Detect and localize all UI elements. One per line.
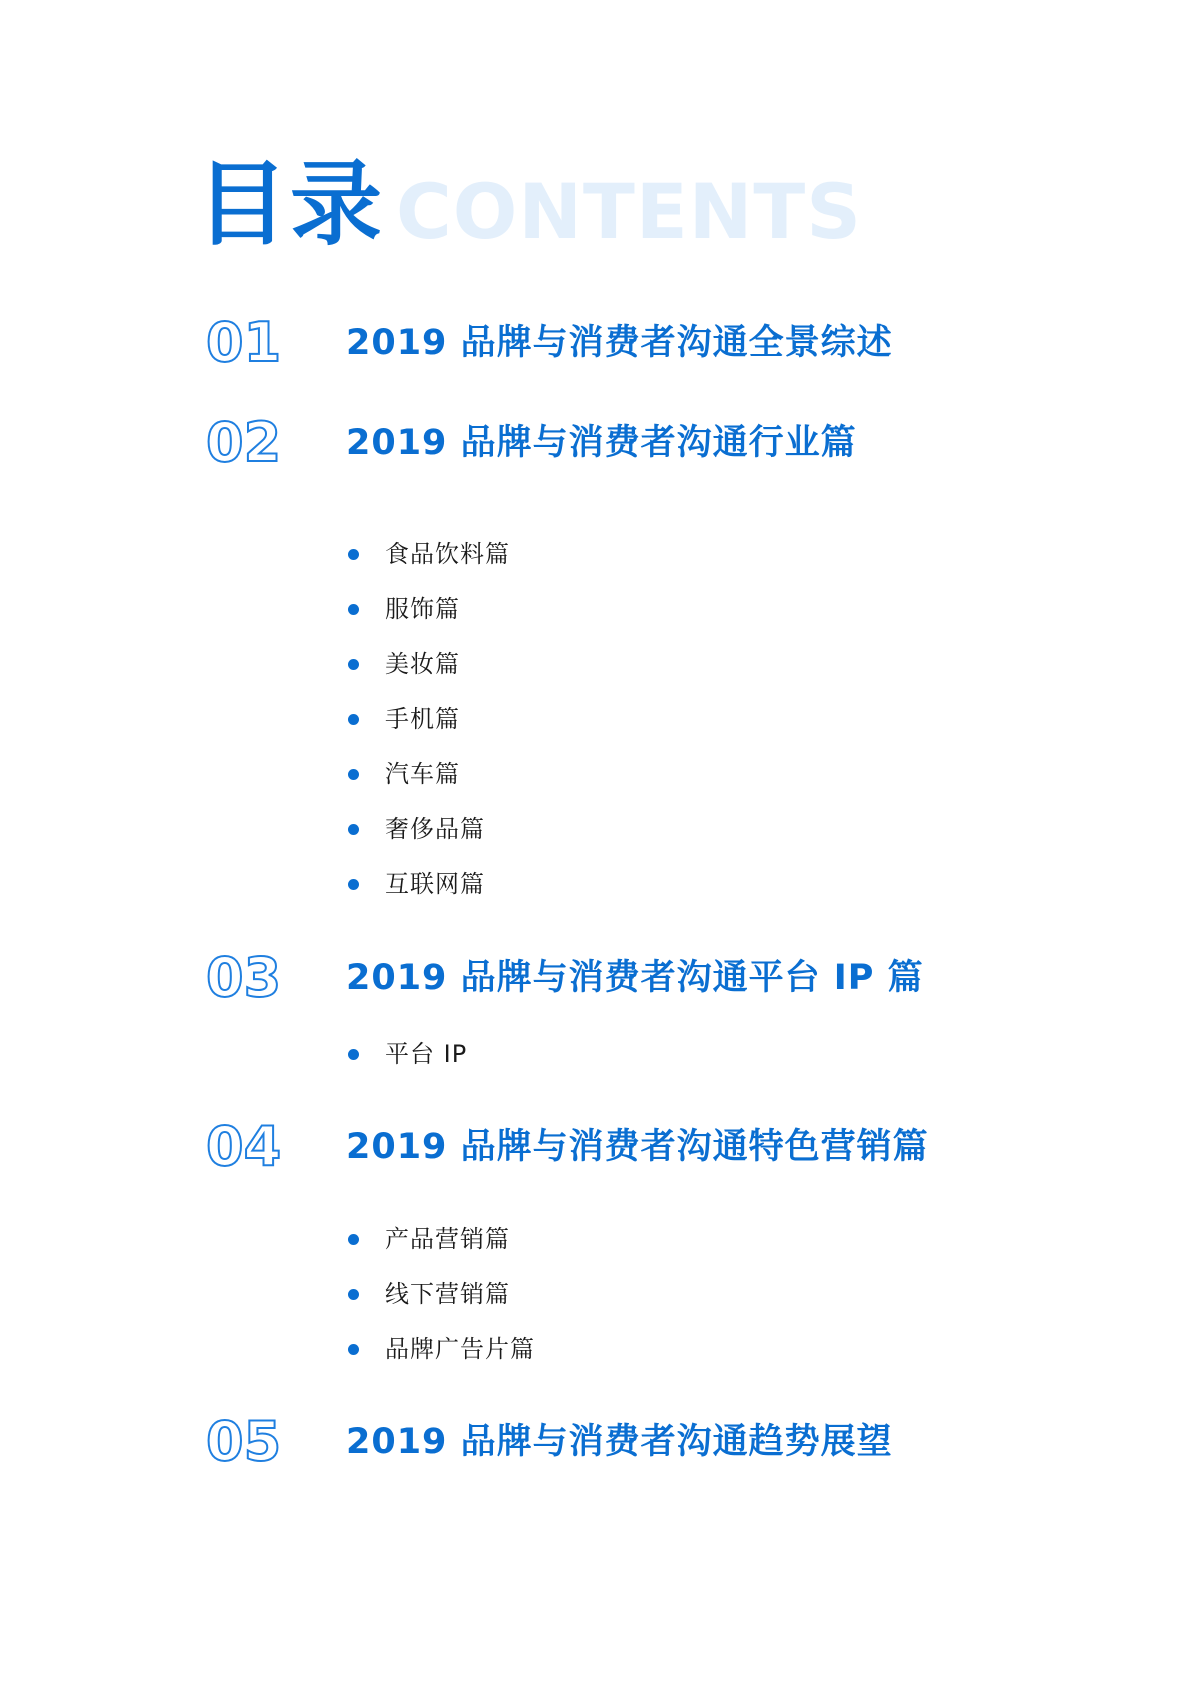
bullet-icon: [348, 769, 359, 780]
section-number-03: 03: [206, 946, 282, 1009]
list-item[interactable]: [348, 1274, 510, 1314]
section-number-05: 05: [206, 1410, 282, 1473]
list-item[interactable]: [348, 699, 460, 739]
bullet-icon: [348, 1234, 359, 1245]
section-number-04: 04: [206, 1115, 282, 1178]
section-title-03[interactable]: 2019 品牌与消费者沟通平台 IP 篇: [346, 958, 924, 998]
list-item-label: 奢侈品篇: [385, 815, 485, 843]
list-item[interactable]: [348, 534, 510, 574]
list-item-label: 互联网篇: [385, 870, 485, 898]
page-title-english: CONTENTS: [396, 167, 862, 256]
bullet-icon: [348, 1344, 359, 1355]
section-title-01[interactable]: 2019 品牌与消费者沟通全景综述: [346, 323, 893, 363]
list-item[interactable]: [348, 809, 485, 849]
bullet-icon: [348, 879, 359, 890]
list-item-label: 产品营销篇: [385, 1225, 510, 1253]
bullet-icon: [348, 549, 359, 560]
list-item[interactable]: [348, 864, 485, 904]
section-number-01: 01: [206, 311, 282, 374]
list-item-label: 美妆篇: [385, 650, 460, 678]
page-title: 目录: [196, 151, 385, 258]
bullet-icon: [348, 714, 359, 725]
section-title-04[interactable]: 2019 品牌与消费者沟通特色营销篇: [346, 1127, 929, 1167]
bullet-icon: [348, 659, 359, 670]
list-item-label: 平台 IP: [385, 1040, 468, 1068]
section-title-05[interactable]: 2019 品牌与消费者沟通趋势展望: [346, 1422, 893, 1462]
bullet-icon: [348, 1049, 359, 1060]
section-title-02[interactable]: 2019 品牌与消费者沟通行业篇: [346, 423, 857, 463]
bullet-icon: [348, 1289, 359, 1300]
list-item[interactable]: [348, 754, 460, 794]
list-item-label: 品牌广告片篇: [385, 1335, 535, 1363]
list-item[interactable]: [348, 1329, 535, 1369]
list-item-label: 服饰篇: [385, 595, 460, 623]
list-item-label: 汽车篇: [385, 760, 460, 788]
list-item-label: 手机篇: [385, 705, 460, 733]
section-number-02: 02: [206, 411, 282, 474]
bullet-icon: [348, 824, 359, 835]
list-item-label: 线下营销篇: [385, 1280, 510, 1308]
list-item[interactable]: [348, 589, 460, 629]
list-item[interactable]: [348, 1219, 510, 1259]
list-item[interactable]: [348, 1034, 467, 1074]
bullet-icon: [348, 604, 359, 615]
list-item[interactable]: [348, 644, 460, 684]
list-item-label: 食品饮料篇: [385, 540, 510, 568]
